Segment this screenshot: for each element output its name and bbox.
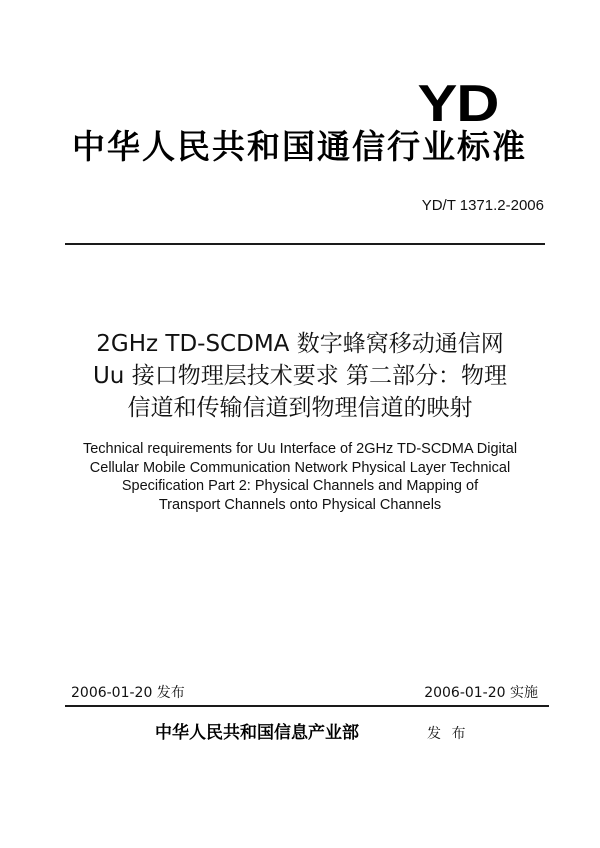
english-title-line-2: Cellular Mobile Communication Network Physical Layer Technical (89, 459, 511, 476)
yd-logo: YD (417, 75, 498, 133)
chinese-title-line-3: 信道和传输信道到物理信道的映射 (127, 395, 473, 421)
english-title-line-3: Specification Part 2: Physical Channels and Mapping of (121, 478, 479, 494)
footer-divider (65, 705, 549, 707)
header-divider (65, 243, 545, 245)
implementation-date: 2006-01-20 实施 (424, 685, 538, 701)
chinese-title-line-2: Uu 接口物理层技术要求 第二部分：物理 (92, 363, 508, 389)
chinese-title-line-1: 2GHz TD-SCDMA 数字蜂窝移动通信网 (96, 331, 504, 357)
english-title-line-4: Transport Channels onto Physical Channels (158, 496, 442, 513)
standard-number: YD/T 1371.2-2006 (421, 197, 544, 214)
chinese-title (40, 328, 560, 424)
standard-category-title: 中华人民共和国通信行业标准 (72, 127, 527, 166)
publish-label: 发 布 (427, 726, 469, 742)
english-title (40, 440, 560, 514)
english-title-line-1: Technical requirements for Uu Interface of 2GHz TD-SCDMA Digital (82, 441, 518, 457)
publisher-name: 中华人民共和国信息产业部 (155, 723, 359, 743)
issue-date: 2006-01-20 发布 (71, 685, 185, 701)
